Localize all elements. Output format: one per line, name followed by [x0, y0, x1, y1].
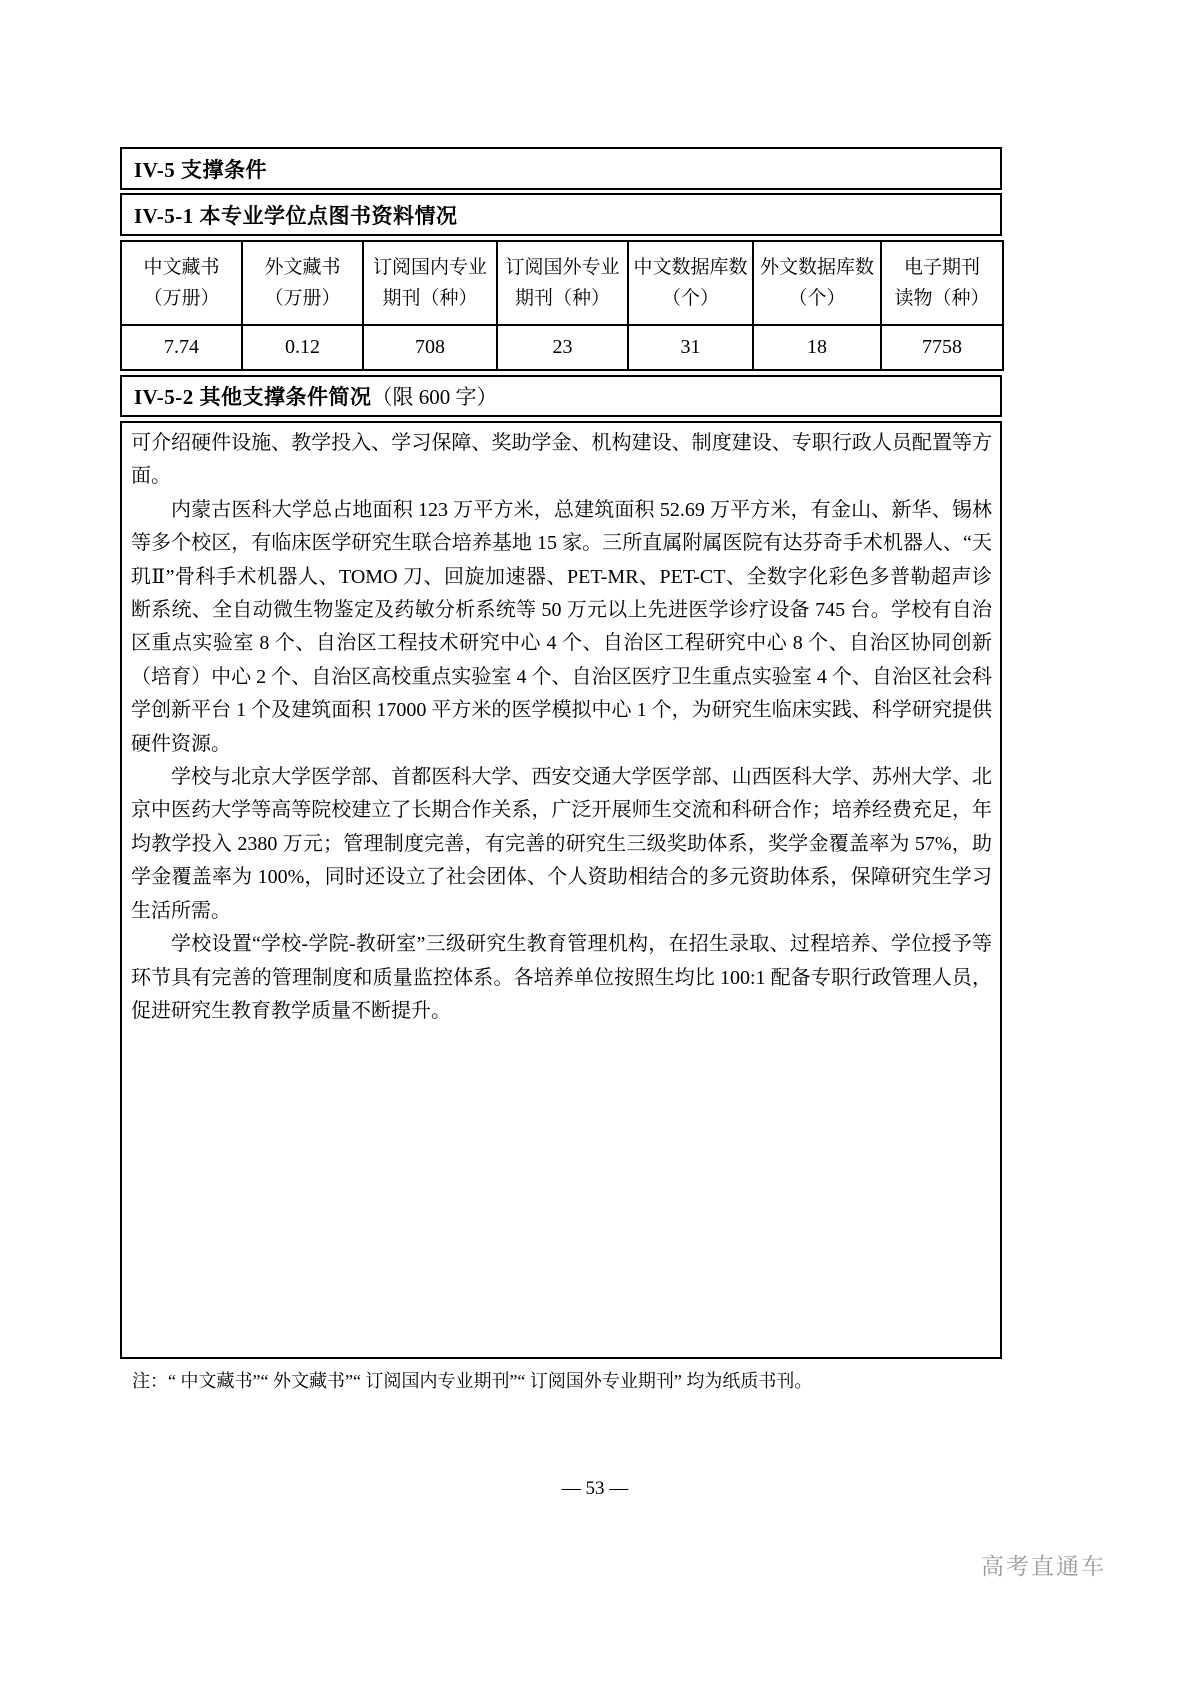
value-e-journals: 7758 [881, 325, 1003, 370]
value-foreign-journals: 23 [497, 325, 628, 370]
section-title: IV-5 支撑条件 [120, 147, 1002, 190]
subsection-iv5-2-limit: （限 600 字） [371, 385, 498, 409]
watermark-text: 高考直通车 [981, 1553, 1106, 1579]
table-header-row [121, 241, 1003, 325]
value-chinese-books: 7.74 [121, 325, 242, 370]
value-chinese-databases: 31 [628, 325, 753, 370]
body-paragraph-intro: 可介绍硬件设施、教学投入、学习保障、奖助学金、机构建设、制度建设、专职行政人员配置等方面。 [131, 432, 992, 488]
subsection-iv5-2-title [120, 375, 1002, 417]
value-foreign-books: 0.12 [242, 325, 363, 370]
body-paragraph-campus: 内蒙古医科大学总占地面积 123 万平方米，总建筑面积 52.69 万平方米，有金山、新华、锡林等多个校区，有临床医学研究生联合培养基地 15 家。三所直属附属医院有达芬奇手术机器人、“天玑Ⅱ”骨科手术机器人、TOMO 刀、回旋加速器、PET-MR、PET-CT、全数字化彩色多普勒超声诊断系统、全自动微生物鉴定及药敏分析系统等 50 万元以上先进医学诊疗设备 745 台。学校有自治区重点实验室 8 个、自治区工程技术研究中心 4 个、自治区工程研究中心 8 个、自治区协同创新（培育）中心 2 个、自治区高校重点实验室 4 个、自治区医疗卫生重点实验室 4 个、自治区社会科学创新平台 1 个及建筑面积 17000 平方米的医学模拟中心 1 个，为研究生临床实践、科学研究提供硬件资源。 [131, 498, 992, 755]
header-e-journals: 电子期刊 读物（种） [881, 241, 1003, 325]
header-foreign-journals: 订阅国外专业 期刊（种） [497, 241, 628, 325]
header-foreign-databases: 外文数据库数 （个） [753, 241, 881, 325]
header-chinese-books: 中文藏书 （万册） [121, 241, 242, 325]
value-foreign-databases: 18 [753, 325, 881, 370]
footnote: 注：“ 中文藏书”“ 外文藏书”“ 订阅国内专业期刊”“ 订阅国外专业期刊” 均为纸质书刊。 [132, 1371, 813, 1391]
page-number: — 53 — [561, 1478, 629, 1499]
library-resources-table [120, 240, 1004, 371]
header-chinese-databases: 中文数据库数 （个） [628, 241, 753, 325]
form-document [120, 147, 1002, 1394]
value-domestic-journals: 708 [363, 325, 497, 370]
body-paragraph-cooperation: 学校与北京大学医学部、首都医科大学、西安交通大学医学部、山西医科大学、苏州大学、北京中医药大学等高等院校建立了长期合作关系，广泛开展师生交流和科研合作；培养经费充足，年均教学投入 2380 万元；管理制度完善，有完善的研究生三级奖助体系，奖学金覆盖率为 57%，助学金覆盖率为 100%，同时还设立了社会团体、个人资助相结合的多元资助体系，保障研究生学习生活所需。 [131, 766, 992, 922]
header-domestic-journals: 订阅国内专业 期刊（种） [363, 241, 497, 325]
subsection-iv5-1-title: IV-5-1 本专业学位点图书资料情况 [120, 193, 1002, 236]
support-conditions-text-box [120, 421, 1002, 1359]
table-value-row [121, 325, 1003, 370]
body-paragraph-management: 学校设置“学校-学院-教研室”三级研究生教育管理机构，在招生录取、过程培养、学位授予等环节具有完善的管理制度和质量监控体系。各培养单位按照生均比 100:1 配备专职行政管理人员，促进研究生教育教学质量不断提升。 [131, 933, 992, 1022]
header-foreign-books: 外文藏书 （万册） [242, 241, 363, 325]
subsection-iv5-2-title-bold: IV-5-2 其他支撑条件简况 [134, 385, 372, 409]
